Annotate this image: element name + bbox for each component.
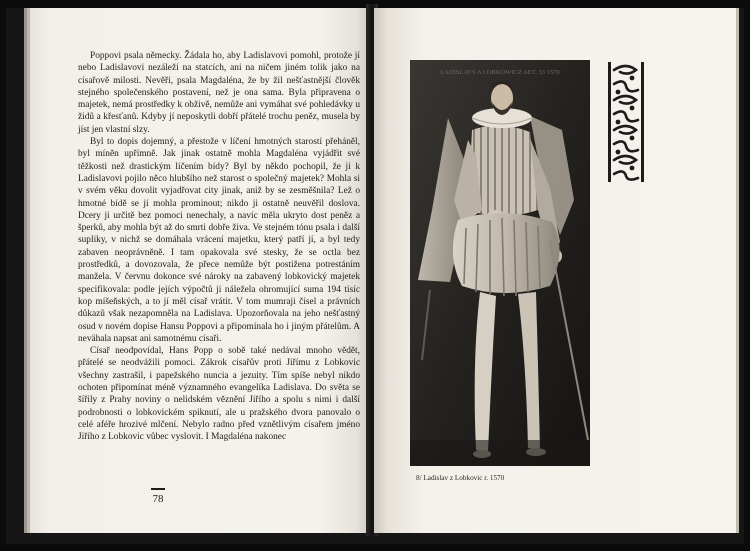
page-number-label: 78 [152, 493, 164, 505]
floral-scroll-icon [606, 60, 646, 184]
page-number-rule [151, 488, 165, 490]
paragraph: Poppovi psala německy. Žádala ho, aby Ladislavovi pomohl, protože jí nebo Ladislavovi nezáleží na statcích, ani na ničem jiném tolik jako na císařově milosti. Nevěří, psala Magdaléna, že by žil nešťastnější člověk stejného společenského postavení, než je ona sama. Byla připravena o majetek, nemá prostředky k obživě, nemůže ani vymáhat své pohledávky u židů a křesťanů. Kdyby jí neposkytli dobří přátelé trochu peněz, musela by jíst jen vlastní slzy. [78, 51, 360, 135]
body-text [78, 50, 360, 444]
figure-caption: 8/ Ladislav z Lobkovic r. 1570 [416, 474, 505, 482]
decorative-ornament [606, 60, 646, 184]
portrait-image [410, 60, 590, 466]
right-page [374, 8, 736, 533]
page-number [140, 488, 176, 505]
portrait-inscription: LADISLAVS A LOBKOWICZ AET. 33 1570 [440, 69, 560, 76]
paragraph: Byl to dopis dojemný, a přestože v líčení hmotných starostí přeháněl, byl míněn upřímně. Jak jinak ostatně mohla Magdaléna vyjádřit své těžkosti než drastickým líčením bídy? Byl by někdo pochopil, že ji k Ladislavovi pojilo něco hlubšího než starost o společný majetek? Mohla si v svém věku dovolit vyjadřovat city jinak, aniž by se zesměšnila? Lež o hmotné bídě se jí mohla prominout; nikdo ji ostatně neuvěřil doslova. Dcery ji určitě bez pomoci nenechaly, a navíc měla ukryto dost peněz a šperků, aby mohla být až do smrti dobře živa. Ve stejném tónu psala i další supliky, v nichž se domáhala vrácení majetku, který patří jí, a byl tedy zabaven neoprávněně. I tam opakovala své stesky, že se octla bez prostředků, a dovozovala, že přece nemůže být postižena potrestáním manžela. V červnu dokonce své nároky na zabavený lobkovický majetek specifikovala: podle jejích výpočtů jí náležela ohromující suma 194 tisíc kop míšeňských, a to jí měl císař vrátit. V tom mumraji čísel a právních důkazů však nezapomněla na Ladislava. Upozorňovala na jeho nešťastný osud v novém dopise Hansu Poppovi a připomínala ho i jiným přátelům. A nevähala napsat ani samotnému císaři. [78, 137, 360, 344]
paragraph: Císař neodpovídal, Hans Popp o sobě také nedával mnoho vědět, přátelé se neodvážili pomoci. Zákrok císařův proti Jiřímu z Lobkovic všechny zastrašil, i papežského nuncia a jezuity. Tím spíše nebyl nikdo ochoten připomínat méně významného evangelíka Ladislava. Do světa se šířily z Prahy noviny o nelidském věznění Jiřího a spolu s nimi i další podrobnosti o lobkovickém spiknutí, ale u pražského dvora panovalo o celé aféře hrozivé mlčení. Nebylo radno před vznětlivým císařem jméno Jiřího z Lobkovic vůbec vyslovit. I Magdaléna nakonec [78, 346, 360, 443]
portrait-illustration [410, 60, 590, 466]
left-page [30, 8, 370, 533]
